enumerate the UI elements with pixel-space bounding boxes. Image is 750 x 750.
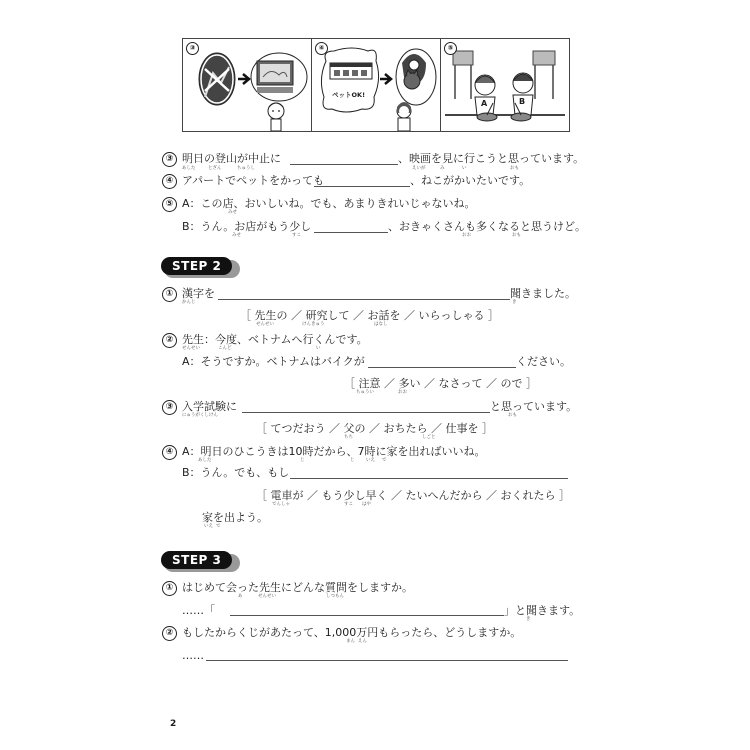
furigana: おお	[462, 233, 471, 238]
question-number: ④	[162, 445, 177, 460]
furigana: しつもん	[326, 594, 344, 599]
question-text: もしたからくじがあたって、1,000万円もらったら、どうしますか。	[182, 626, 522, 639]
answer-blank[interactable]	[242, 412, 490, 413]
question-text: 漢字を	[182, 287, 215, 300]
answer-blank[interactable]	[218, 299, 510, 300]
furigana: で	[382, 458, 387, 463]
furigana: はなし	[374, 322, 388, 327]
answer-blank[interactable]	[290, 478, 568, 479]
furigana: かんじ	[182, 300, 196, 305]
question-number: ②	[162, 333, 177, 348]
furigana: で	[216, 524, 221, 529]
word-choices: ［ 電車が ／ もう少し早く ／ たいへんだから ／ おくれたら ］	[256, 489, 570, 502]
mountain-to-movie-illustration	[183, 39, 311, 131]
furigana: まん	[346, 639, 355, 644]
furigana: すこ	[344, 502, 353, 507]
answer-blank[interactable]	[206, 660, 568, 661]
furigana: あ	[238, 594, 243, 599]
pet-ok-sign: ペットOK!	[332, 91, 366, 99]
answer-blank[interactable]	[368, 367, 516, 368]
page-number: 2	[170, 719, 177, 729]
furigana: はや	[362, 502, 371, 507]
furigana: じ	[350, 458, 355, 463]
furigana: あした	[198, 458, 212, 463]
furigana: おも	[508, 413, 517, 418]
furigana: みせ	[228, 210, 237, 215]
furigana: えいが	[412, 166, 426, 171]
dialogue-line-b-end: 、おきゃくさんも多くなると思うけど。	[388, 220, 586, 233]
panel-number: ③	[186, 42, 199, 55]
furigana: おお	[398, 390, 407, 395]
furigana: せんせい	[258, 594, 276, 599]
question-text: 聞きました。	[510, 287, 576, 300]
furigana: ちゅうし	[237, 166, 255, 171]
question-number: ②	[162, 626, 177, 641]
dialogue-line: A：明日のひこうきは10時だから、7時に家を出ればいいね。	[182, 445, 486, 458]
dialogue-line: 先生：今度、ベトナムへ行くんです。	[182, 333, 368, 346]
furigana: き	[526, 617, 531, 622]
furigana: き	[512, 300, 517, 305]
question-text: 、ねこがかいたいです。	[410, 174, 531, 187]
furigana: み	[440, 166, 445, 171]
furigana: えん	[358, 639, 367, 644]
answer-end: 」と聞きます。	[504, 604, 581, 617]
furigana: けんきゅう	[302, 322, 325, 327]
dialogue-line: B：うん。でも、もし	[182, 466, 290, 479]
panel-number: ⑤	[444, 42, 457, 55]
word-choices: ［ てつだおう ／ 父の ／ おちたら ／ 仕事を ］	[256, 422, 493, 435]
question-text: と思っています。	[490, 400, 578, 413]
apartment-pet-illustration	[312, 39, 440, 131]
furigana: ちゅうい	[356, 390, 374, 395]
dialogue-line: A：そうですか。ベトナムはバイクが	[182, 355, 365, 368]
question-text-end: 家を出よう。	[202, 511, 268, 524]
furigana: すこ	[292, 233, 301, 238]
furigana: い	[462, 166, 467, 171]
furigana: いえ	[366, 458, 375, 463]
furigana: みせ	[232, 233, 241, 238]
restaurant-illustration	[441, 39, 569, 131]
furigana: せんせい	[182, 346, 200, 351]
question-number: ①	[162, 581, 177, 596]
label-a: A	[481, 99, 488, 108]
illustration-panel-5	[441, 39, 569, 131]
question-number: ①	[162, 287, 177, 302]
step3-heading: STEP 3	[161, 551, 232, 569]
step2-heading: STEP 2	[161, 257, 232, 275]
answer-blank[interactable]	[290, 164, 398, 165]
question-text: 明日の登山が中止に	[182, 152, 281, 165]
furigana: せんせい	[256, 322, 274, 327]
dialogue-line-end: ください。	[516, 355, 571, 368]
illustration-strip	[182, 38, 570, 132]
furigana: しごと	[422, 435, 436, 440]
question-text: アパートでペットをかっても	[182, 174, 325, 187]
question-text: 、映画を見に行こうと思っています。	[398, 152, 585, 165]
furigana: ちち	[344, 435, 353, 440]
label-b: B	[519, 97, 526, 106]
word-choices: ［ 注意 ／ 多い ／ なさって ／ ので ］	[344, 377, 537, 390]
furigana: いえ	[204, 524, 213, 529]
answer-lead: ……「	[182, 604, 215, 617]
question-number: ⑤	[162, 197, 177, 212]
answer-blank[interactable]	[230, 615, 504, 616]
answer-blank[interactable]	[314, 186, 410, 187]
word-choices: ［ 先生の ／ 研究して ／ お話を ／ いらっしゃる ］	[240, 309, 499, 322]
panel-number: ④	[315, 42, 328, 55]
question-number: ④	[162, 174, 177, 189]
furigana: おも	[510, 166, 519, 171]
answer-blank[interactable]	[314, 232, 388, 233]
dialogue-line-a: A：この店、おいしいね。でも、あまりきれいじゃないね。	[182, 197, 476, 210]
furigana: い	[316, 346, 321, 351]
question-number: ③	[162, 152, 177, 167]
furigana: とざん	[208, 166, 222, 171]
question-text: 入学試験に	[182, 400, 237, 413]
furigana: にゅうがくしけん	[182, 413, 218, 418]
furigana: でんしゃ	[272, 502, 290, 507]
illustration-panel-3	[183, 39, 312, 131]
question-text: はじめて会った先生にどんな質問をしますか。	[182, 581, 413, 594]
furigana: じ	[300, 458, 305, 463]
furigana: おも	[512, 233, 521, 238]
illustration-panel-4	[312, 39, 441, 131]
furigana: こんど	[218, 346, 232, 351]
answer-lead: ……	[182, 649, 204, 662]
question-number: ③	[162, 400, 177, 415]
dialogue-line-b: B：うん。お店がもう少し	[182, 220, 312, 233]
furigana: あした	[182, 166, 196, 171]
